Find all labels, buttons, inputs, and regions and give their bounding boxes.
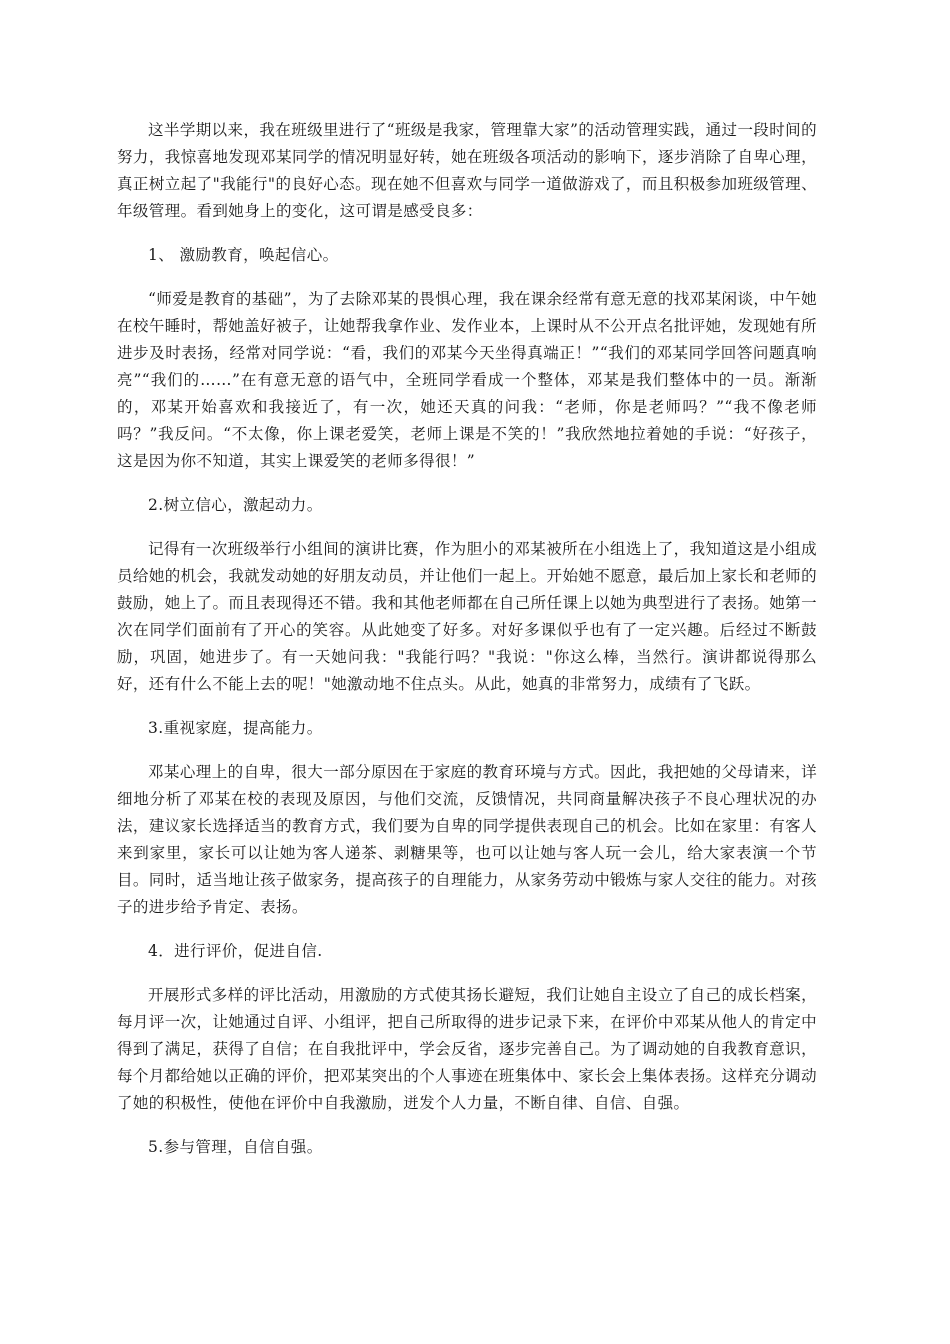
section-heading-5: 5.参与管理，自信自强。 bbox=[148, 1138, 323, 1156]
section-paragraph-3: 邓某心理上的自卑，很大一部分原因在于家庭的教育环境与方式。因此，我把她的父母请来，详细地分析了邓某在校的表现及原因，与他们交流，反馈情况，共同商量解决孩子不良心理状况的办法，建议家长选择适当的教育方式，我们要为自卑的同学提供表现自己的机会。比如在家里：有客人来到家里，家长可以让她为客人递茶、剥糖果等，也可以让她与客人玩一会儿，给大家表演一个节目。同时，适当地让孩子做家务，提高孩子的自理能力，从家务劳动中锻炼与家人交往的能力。对孩子的进步给予肯定、表扬。 bbox=[117, 763, 817, 916]
document-page bbox=[117, 117, 817, 1161]
section-paragraph-4: 开展形式多样的评比活动，用激励的方式使其扬长避短，我们让她自主设立了自己的成长档案，每月评一次，让她通过自评、小组评，把自己所取得的进步记录下来，在评价中邓某从他人的肯定中得到了满足，获得了自信；在自我批评中，学会反省，逐步完善自己。为了调动她的自我教育意识，每个月都给她以正确的评价，把邓某突出的个人事迹在班集体中、家长会上集体表扬。这样充分调动了她的积极性，使他在评价中自我激励，迸发个人力量，不断自律、自信、自强。 bbox=[117, 986, 817, 1112]
section-heading-2: 2.树立信心，激起动力。 bbox=[148, 496, 323, 514]
section-paragraph-1: “师爱是教育的基础”，为了去除邓某的畏惧心理，我在课余经常有意无意的找邓某闲谈，中午她在校午睡时，帮她盖好被子，让她帮我拿作业、发作业本，上课时从不公开点名批评她，发现她有所进步及时表扬，经常对同学说：“看，我们的邓某今天坐得真端正！”“我们的邓某同学回答问题真响亮”“我们的……”在有意无意的语气中，全班同学看成一个整体，邓某是我们整体中的一员。渐渐的，邓某开始喜欢和我接近了，有一次，她还天真的问我：“老师，你是老师吗？”“我不像老师吗？”我反问。“不太像，你上课老爱笑，老师上课是不笑的！”我欣然地拉着她的手说：“好孩子，这是因为你不知道，其实上课爱笑的老师多得很！” bbox=[117, 290, 817, 470]
section-heading-4: 4．进行评价，促进自信. bbox=[148, 942, 323, 960]
section-heading-3: 3.重视家庭，提高能力。 bbox=[148, 719, 323, 737]
section-heading-1: 1、 激励教育，唤起信心。 bbox=[148, 246, 339, 264]
section-paragraph-2: 记得有一次班级举行小组间的演讲比赛，作为胆小的邓某被所在小组选上了，我知道这是小组成员给她的机会，我就发动她的好朋友动员，并让他们一起上。开始她不愿意，最后加上家长和老师的鼓励，她上了。而且表现得还不错。我和其他老师都在自己所任课上以她为典型进行了表扬。她第一次在同学们面前有了开心的笑容。从此她变了好多。对好多课似乎也有了一定兴趣。后经过不断鼓励，巩固，她进步了。有一天她问我："我能行吗？"我说："你这么棒，当然行。演讲都说得那么好，还有什么不能上去的呢！"她激动地不住点头。从此，她真的非常努力，成绩有了飞跃。 bbox=[117, 540, 817, 693]
intro-paragraph: 这半学期以来，我在班级里进行了“班级是我家，管理靠大家”的活动管理实践，通过一段时间的努力，我惊喜地发现邓某同学的情况明显好转，她在班级各项活动的影响下，逐步消除了自卑心理，真正树立起了"我能行"的良好心态。现在她不但喜欢与同学一道做游戏了，而且积极参加班级管理、年级管理。看到她身上的变化，这可谓是感受良多： bbox=[117, 121, 817, 220]
